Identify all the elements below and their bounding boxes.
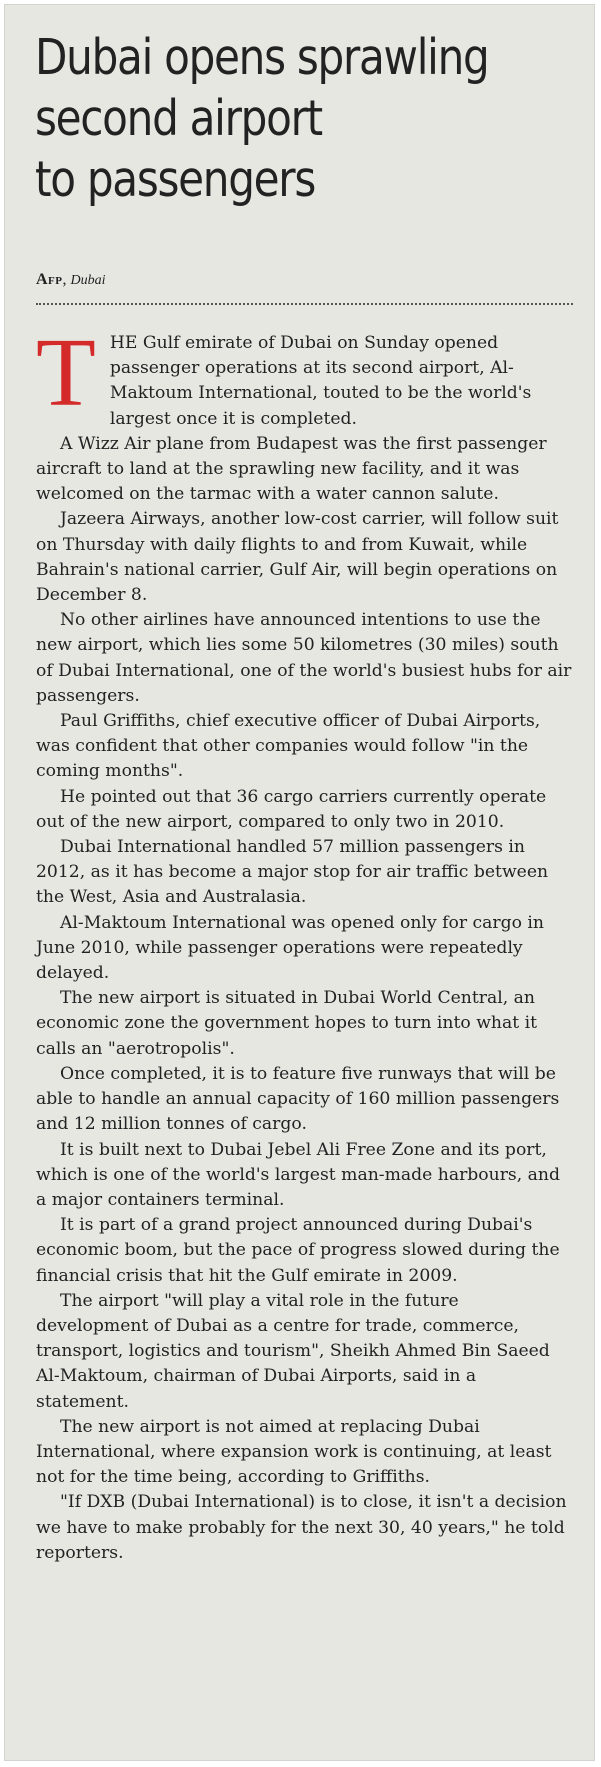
paragraph-5: Paul Griffiths, chief executive officer of Dubai Airports, was confident that other companies would follow "in the coming months". — [36, 711, 541, 782]
paragraph-11: It is built next to Dubai Jebel Ali Free Zone and its port, which is one of the world's largest man-made harbours, and a major containers terminal. — [36, 1139, 561, 1210]
paragraph-2: A Wizz Air plane from Budapest was the first passenger aircraft to land at the sprawling new facility, and it was welcomed on the tarmac with a water cannon salute. — [36, 433, 547, 505]
paragraph-4: No other airlines have announced intentions to use the new airport, which lies some 50 kilometres (30 miles) south of Dubai International, one of the world's busiest hubs for air passengers. — [36, 610, 572, 706]
article-body — [36, 319, 574, 1566]
headline-line-3: to passengers — [35, 151, 316, 208]
byline-agency: Afp — [36, 271, 63, 288]
byline-separator: , — [62, 271, 71, 288]
paragraph-1-text: HE Gulf emirate of Dubai on Sunday opened passenger operations at its second airport, Al-Maktoum International, touted to be the world's largest once it is completed. — [109, 333, 532, 429]
headline — [35, 27, 504, 210]
byline — [36, 271, 106, 289]
paragraph-10: Once completed, it is to feature five runways that will be able to handle an annual capacity of 160 million passengers and 12 million tonnes of cargo. — [36, 1063, 560, 1135]
paragraph-12: It is part of a grand project announced during Dubai's economic boom, but the pace of progress slowed during the financial crisis that hit the Gulf emirate in 2009. — [36, 1215, 560, 1286]
paragraph-15: "If DXB (Dubai International) is to close, it isn't a decision we have to make probably for the next 30, 40 years," he told reporters. — [36, 1492, 567, 1563]
headline-line-2: second airport — [35, 90, 322, 147]
paragraph-3: Jazeera Airways, another low-cost carrier, will follow suit on Thursday with daily flights to and from Kuwait, while Bahrain's national carrier, Gulf Air, will begin operations on December 8. — [36, 509, 559, 606]
paragraph-6: He pointed out that 36 cargo carriers currently operate out of the new airport, compared to only two in 2010. — [36, 786, 547, 832]
drop-cap: T — [36, 319, 96, 427]
paragraph-14: The new airport is not aimed at replacing Dubai International, where expansion work is continuing, at least not for the time being, according to Griffiths. — [36, 1416, 552, 1488]
paragraph-13: The airport "will play a vital role in the future development of Dubai as a centre for trade, commerce, transport, logistics and tourism", Sheikh Ahmed Bin Saeed Al-Maktoum, chairman of Dubai Airports, said in a statement. — [36, 1290, 550, 1412]
paragraph-7: Dubai International handled 57 million passengers in 2012, as it has become a major stop for air traffic between the West, Asia and Australasia. — [36, 837, 549, 908]
paragraph-1 — [36, 319, 574, 432]
paragraph-8: Al-Maktoum International was opened only for cargo in June 2010, while passenger operations were repeatedly delayed. — [36, 912, 544, 984]
byline-place: Dubai — [70, 273, 106, 288]
newspaper-clipping — [4, 4, 595, 1761]
headline-line-1: Dubai opens sprawling — [35, 29, 489, 86]
dotted-divider — [36, 303, 573, 305]
paragraph-9: The new airport is situated in Dubai World Central, an economic zone the government hopes to turn into what it calls an "aerotropolis". — [36, 988, 537, 1059]
